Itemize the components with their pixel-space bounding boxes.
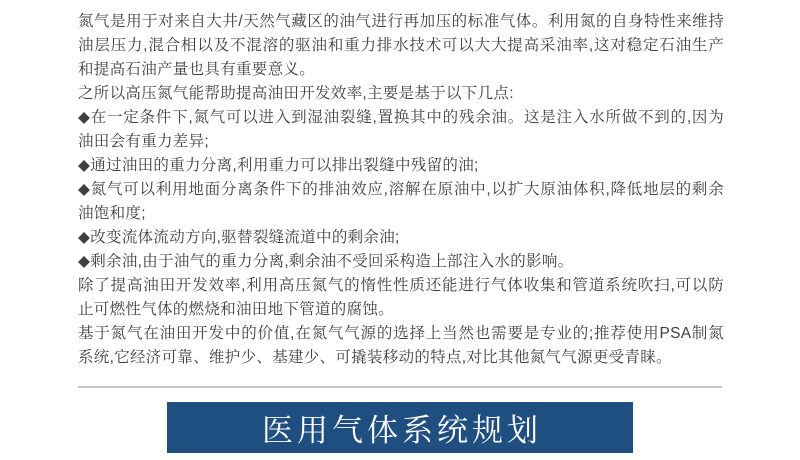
body-text-line: 油层压力,混合相以及不混溶的驱油和重力排水技术可以大大提高采油率,这对稳定石油生产 [78,37,724,54]
body-text-line-bullet: ◆在一定条件下,氮气可以进入到湿油裂缝,置换其中的残余油。这是注入水所做不到的,因为 [78,109,724,126]
body-text-line: 油饱和度; [78,205,146,222]
body-text-line: 基于氮气在油田开发中的价值,在氮气气源的选择上当然也需要是专业的;推荐使用PSA制氮 [78,325,724,342]
body-text-line: 之所以高压氮气能帮助提高油田开发效率,主要是基于以下几点: [78,85,514,102]
body-text-line: 系统,它经济可靠、维护少、基建少、可撬装移动的特点,对比其他氮气气源更受青睐。 [78,349,672,366]
body-text-line-bullet: ◆改变流体流动方向,驱替裂缝流道中的剩余油; [78,229,400,246]
body-text-line: 油田会有重力差异; [78,133,210,150]
body-text-line: 氮气是用于对来自大井/天然气藏区的油气进行再加压的标准气体。利用氮的自身特性来维持 [78,13,724,30]
body-text-line: 止可燃性气体的燃烧和油田地下管道的腐蚀。 [78,301,395,318]
body-text-line-bullet: ◆氮气可以利用地面分离条件下的排油效应,溶解在原油中,以扩大原油体积,降低地层的剩余 [78,181,724,198]
body-text-line-bullet: ◆剩余油,由于油气的重力分离,剩余油不受回采构造上部注入水的影响。 [78,253,574,270]
horizontal-divider [78,386,722,388]
section-banner-medical-gas[interactable] [167,402,633,453]
body-text-line-bullet: ◆通过油田的重力分离,利用重力可以排出裂缝中残留的油; [78,157,479,174]
article-body [78,10,724,370]
body-text-line: 和提高石油产量也具有重要意义。 [78,61,316,78]
section-banner-label: 医用气体系统规划 [262,413,542,448]
body-text-line: 除了提高油田开发效率,利用高压氮气的惰性性质还能进行气体收集和管道系统吹扫,可以防 [78,277,724,294]
